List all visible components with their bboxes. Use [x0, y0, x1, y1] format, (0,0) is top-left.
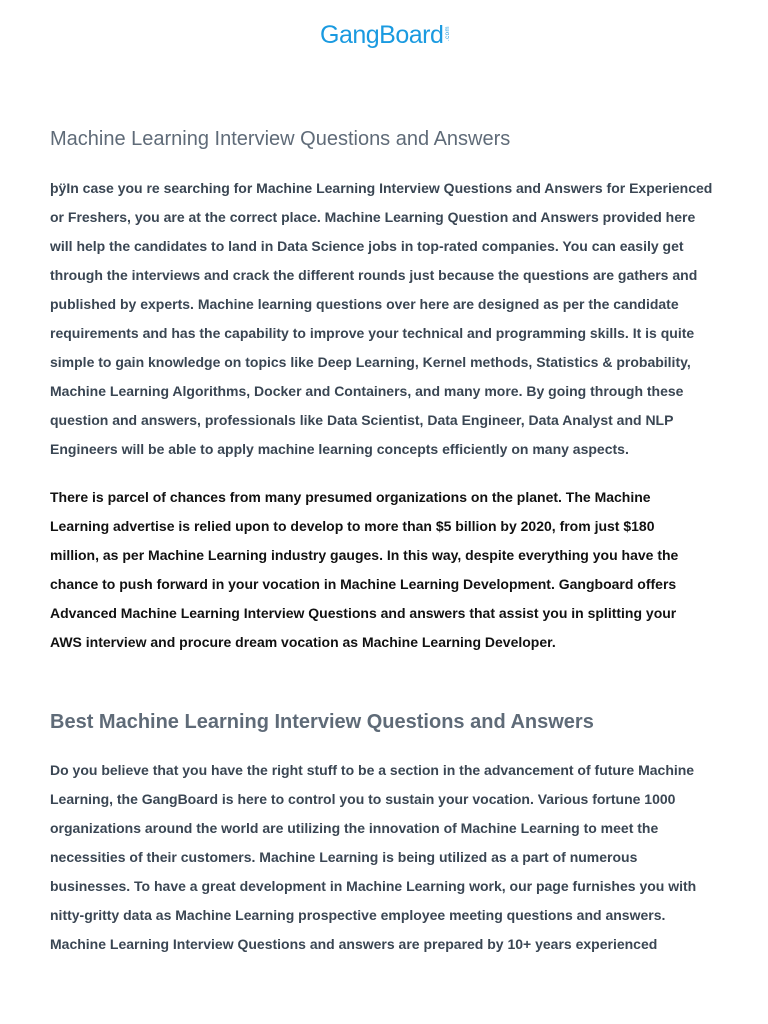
- gangboard-logo[interactable]: [320, 18, 451, 52]
- intro-line: þÿIn case you re searching for Machine Learning Interview Questions and Answers for Experienced: [50, 180, 713, 196]
- market-line: AWS interview and procure dream vocation as Machine Learning Developer.: [50, 634, 556, 650]
- intro-line: published by experts. Machine learning questions over here are designed as per the candidate: [50, 296, 679, 312]
- intro-line: requirements and has the capability to improve your technical and programming skills. It is quite: [50, 325, 695, 341]
- market-paragraph: [50, 483, 730, 657]
- section-title: Best Machine Learning Interview Questions and Answers: [50, 711, 594, 733]
- section-line: Learning, the GangBoard is here to control you to sustain your vocation. Various fortune 1000: [50, 791, 676, 807]
- intro-line: simple to gain knowledge on topics like Deep Learning, Kernel methods, Statistics & probability,: [50, 354, 691, 370]
- section-line: Machine Learning Interview Questions and answers are prepared by 10+ years experienced: [50, 936, 658, 952]
- market-line: Learning advertise is relied upon to develop to more than $5 billion by 2020, from just $180: [50, 518, 655, 534]
- market-line: There is parcel of chances from many presumed organizations on the planet. The Machine: [50, 489, 651, 505]
- market-line: chance to push forward in your vocation in Machine Learning Development. Gangboard offers: [50, 576, 677, 592]
- market-line: million, as per Machine Learning industry gauges. In this way, despite everything you have the: [50, 547, 679, 563]
- section-paragraph: [50, 756, 730, 959]
- intro-line: through the interviews and crack the different rounds just because the questions are gathers and: [50, 267, 698, 283]
- intro-line: question and answers, professionals like Data Scientist, Data Engineer, Data Analyst and NLP: [50, 412, 674, 428]
- intro-line: Engineers will be able to apply machine learning concepts efficiently on many aspects.: [50, 441, 629, 457]
- section-line: Do you believe that you have the right stuff to be a section in the advancement of future Machine: [50, 762, 695, 778]
- intro-paragraph: [50, 174, 730, 464]
- logo-text: GangBoard: [320, 21, 444, 49]
- intro-line: Machine Learning Algorithms, Docker and Containers, and many more. By going through these: [50, 383, 684, 399]
- section-line: businesses. To have a great development in Machine Learning work, our page furnishes you with: [50, 878, 697, 894]
- section-line: nitty-gritty data as Machine Learning prospective employee meeting questions and answers.: [50, 907, 666, 923]
- intro-line: or Freshers, you are at the correct place. Machine Learning Question and Answers provided here: [50, 209, 696, 225]
- section-line: necessities of their customers. Machine Learning is being utilized as a part of numerous: [50, 849, 638, 865]
- intro-line: will help the candidates to land in Data Science jobs in top-rated companies. You can easily get: [50, 238, 684, 254]
- logo-suffix: .com: [445, 26, 452, 42]
- page-title: Machine Learning Interview Questions and Answers: [50, 128, 511, 150]
- market-line: Advanced Machine Learning Interview Questions and answers that assist you in splitting your: [50, 605, 677, 621]
- section-line: organizations around the world are utilizing the innovation of Machine Learning to meet the: [50, 820, 659, 836]
